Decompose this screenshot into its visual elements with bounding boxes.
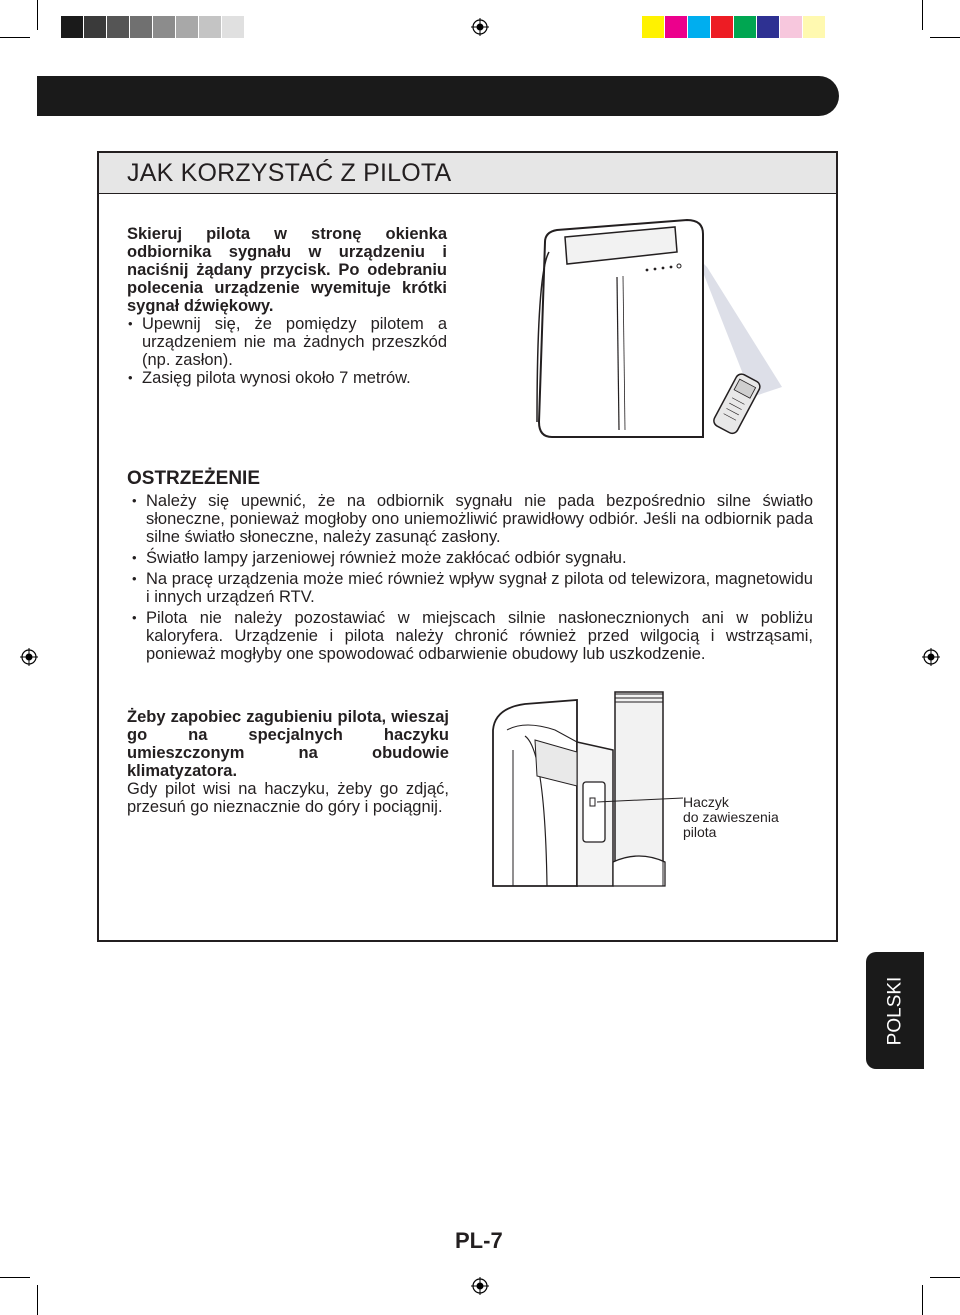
crop-mark <box>922 0 923 30</box>
registration-mark-icon <box>471 18 489 36</box>
registration-mark-icon <box>471 1277 489 1295</box>
hook-instruction-text: Gdy pilot wisi na haczyku, żeby go zdjąć, przesuń go nieznacznie do góry i pociągnij. <box>127 780 449 816</box>
swatch <box>803 16 825 38</box>
hook-label-line: do zawieszenia <box>683 809 779 825</box>
crop-mark <box>922 1285 923 1315</box>
hook-label <box>683 795 779 840</box>
swatch <box>130 16 152 38</box>
swatch <box>757 16 779 38</box>
warning-item: • Na pracę urządzenia może mieć również wpływ sygnał z pilota od telewizora, magnetowidu i innych urządzeń RTV. <box>131 570 813 606</box>
swatch <box>199 16 221 38</box>
swatch <box>61 16 83 38</box>
swatch <box>688 16 710 38</box>
intro-bullet: • Upewnij się, że pomiędzy pilotem a urządzeniem nie ma żadnych przeszkód (np. zasłon). <box>127 315 447 369</box>
swatch <box>84 16 106 38</box>
warning-item: • Światło lampy jarzeniowej również może zakłócać odbiór sygnału. <box>131 549 813 567</box>
crop-mark <box>37 0 38 30</box>
intro-text: Skieruj pilota w stronę okienka odbiornika sygnału w urządzeniu i naciśnij żądany przycisk. Po odebraniu polecenia urządzenie wyemituje krótki sygnał dźwiękowy. <box>127 225 447 315</box>
swatch <box>734 16 756 38</box>
swatch <box>642 16 664 38</box>
crop-mark <box>930 1277 960 1278</box>
warning-heading: OSTRZEŻENIE <box>127 468 261 489</box>
hook-label-line: Haczyk <box>683 794 729 810</box>
hook-instruction-bold: Żeby zapobiec zagubieniu pilota, wieszaj go na specjalnych haczyku umieszczonym na obudowie klimatyzatora. <box>127 708 449 780</box>
swatch <box>665 16 687 38</box>
crop-mark <box>930 37 960 38</box>
warning-list <box>131 492 813 666</box>
language-tab-label: POLSKI <box>884 976 905 1045</box>
remote-usage-illustration <box>527 212 817 452</box>
swatch <box>711 16 733 38</box>
registration-mark-icon <box>20 648 38 666</box>
crop-mark <box>0 37 30 38</box>
swatch <box>780 16 802 38</box>
crop-mark <box>0 1277 30 1278</box>
swatch <box>107 16 129 38</box>
warning-item: • Pilota nie należy pozostawiać w miejscach silnie nasłonecznionych ani w pobliżu kaloryfera. Urządzenie i pilota należy chronić również przed wilgocią i wstrząsami, ponieważ mogłyby one spowodować odbarwienie obudowy lub uszkodzenie. <box>131 609 813 663</box>
intro-section <box>127 225 447 387</box>
crop-mark <box>37 1285 38 1315</box>
header-bar <box>37 76 839 116</box>
hook-label-line: pilota <box>683 824 717 840</box>
page-title: JAK KORZYSTAĆ Z PILOTA <box>127 159 452 187</box>
registration-mark-icon <box>922 648 940 666</box>
intro-bullet: • Zasięg pilota wynosi około 7 metrów. <box>127 369 447 387</box>
page-number: PL-7 <box>455 1228 503 1253</box>
hook-section <box>127 708 449 816</box>
warning-item: • Należy się upewnić, że na odbiornik sygnału nie pada bezpośrednio silne światło słoneczne, ponieważ mogłoby ono uniemożliwić prawidłowy odbiór. Jeśli na odbiornik pada silne światło słoneczne, należy zasunąć zasłony. <box>131 492 813 546</box>
hook-illustration <box>485 690 685 890</box>
swatch <box>176 16 198 38</box>
swatch <box>222 16 244 38</box>
swatch <box>153 16 175 38</box>
language-tab <box>866 952 924 1069</box>
